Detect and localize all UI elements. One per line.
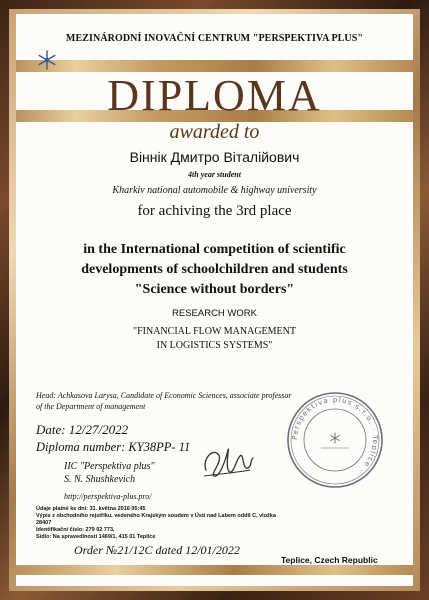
competition-line: "Science without borders" — [134, 282, 295, 297]
registration-line: Sídlo: Na spravedlnosti 1469/1, 415 01 Teplice — [36, 534, 156, 540]
awarded-to-text: awarded to — [169, 121, 260, 143]
diploma-title: DIPLOMA — [107, 71, 322, 120]
issue-city: Teplice, Czech Republic — [281, 555, 378, 565]
student-year: 4th year student — [188, 170, 241, 179]
issuer-line: S. N. Shushkevich — [64, 474, 136, 485]
gold-bottom-band — [16, 565, 413, 575]
registration-line: Údaje platné ke dni: 31. května 2016 05:45 — [36, 506, 146, 512]
snowflake-icon — [37, 50, 57, 70]
issue-date: Date: 12/27/2022 — [36, 422, 129, 437]
achievement-text: for achiving the 3rd place — [137, 203, 292, 219]
organization-name: MEZINÁRODNÍ INOVAČNÍ CENTRUM "PERSPEKTIVA PLUS" — [65, 33, 364, 44]
issuer-line: IIC "Perspektiva plus" — [64, 461, 155, 472]
round-seal-stamp — [285, 390, 385, 490]
work-title-line: "FINANCIAL FLOW MANAGEMENT — [133, 326, 296, 337]
competition-text — [16, 240, 413, 300]
seal-ring-text: Perspektiva plus s.r.o. · Teplice · — [290, 395, 380, 475]
competition-line: developments of schoolchildren and students — [81, 262, 348, 277]
work-title — [16, 325, 413, 353]
issuer-block — [64, 460, 174, 486]
university-name: Kharkiv national automobile & highway university — [112, 185, 317, 196]
supervisor-line: Head: Achkasova Larysa, Candidate of Economic Sciences, associate professor of the Department of management — [36, 391, 292, 411]
handwritten-signature — [200, 440, 255, 482]
work-type: RESEARCH WORK — [172, 308, 257, 319]
competition-line: in the International competition of scientific — [83, 242, 346, 257]
work-title-line: IN LOGISTICS SYSTEMS" — [156, 340, 273, 351]
diploma-number: Diploma number: KY38PP- 11 — [36, 440, 191, 454]
registration-line: Výpis z obchodního rejstříku, vedeného Krajským soudem v Ústí nad Labem oddíl C, vložka 28407 — [36, 513, 276, 526]
recipient-name: Віннік Дмитро Віталійович — [129, 149, 300, 165]
website-url: http://perspektiva-plus.pro/ — [64, 492, 152, 501]
registration-stamp — [36, 506, 276, 541]
registration-line: Identifikační číslo: 279 02 773, — [36, 527, 115, 533]
order-number: Order №21/12C dated 12/01/2022 — [74, 543, 240, 557]
